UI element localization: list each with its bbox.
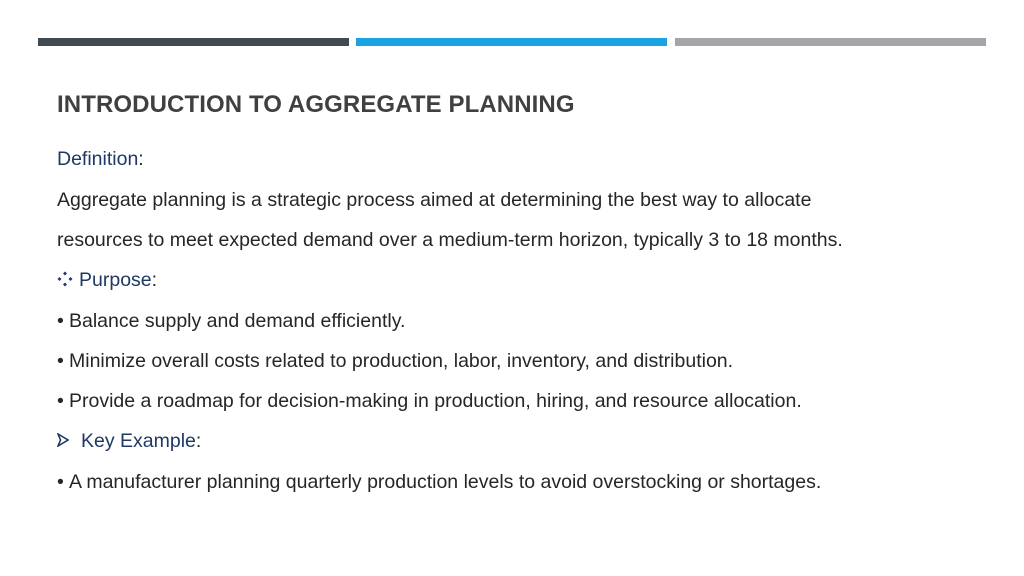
- example-list-item: • A manufacturer planning quarterly production levels to avoid overstocking or shortages.: [57, 471, 822, 493]
- purpose-heading: Purpose:: [57, 268, 157, 292]
- bullet-icon: •: [57, 350, 64, 372]
- bullet-icon: •: [57, 310, 64, 332]
- accent-bar-blue: [356, 38, 667, 46]
- purpose-list-item: • Balance supply and demand efficiently.: [57, 310, 406, 332]
- diamond-bullet-icon: [57, 271, 73, 287]
- header-accent-bars: [38, 38, 986, 46]
- definition-text-line-1: Aggregate planning is a strategic process aimed at determining the best way to allocate: [57, 189, 812, 211]
- bullet-icon: •: [57, 390, 64, 412]
- bullet-icon: •: [57, 471, 64, 493]
- arrowhead-bullet-icon: [57, 433, 69, 447]
- definition-heading: Definition:: [57, 148, 144, 170]
- definition-text-line-2: resources to meet expected demand over a medium-term horizon, typically 3 to 18 months.: [57, 229, 843, 251]
- purpose-list-item: • Minimize overall costs related to production, labor, inventory, and distribution.: [57, 350, 734, 372]
- accent-bar-gray: [675, 38, 986, 46]
- slide-title: INTRODUCTION TO AGGREGATE PLANNING: [57, 91, 575, 118]
- purpose-list-item: • Provide a roadmap for decision-making in production, hiring, and resource allocation.: [57, 390, 802, 412]
- key-example-heading: Key Example:: [57, 429, 201, 453]
- accent-bar-dark: [38, 38, 349, 46]
